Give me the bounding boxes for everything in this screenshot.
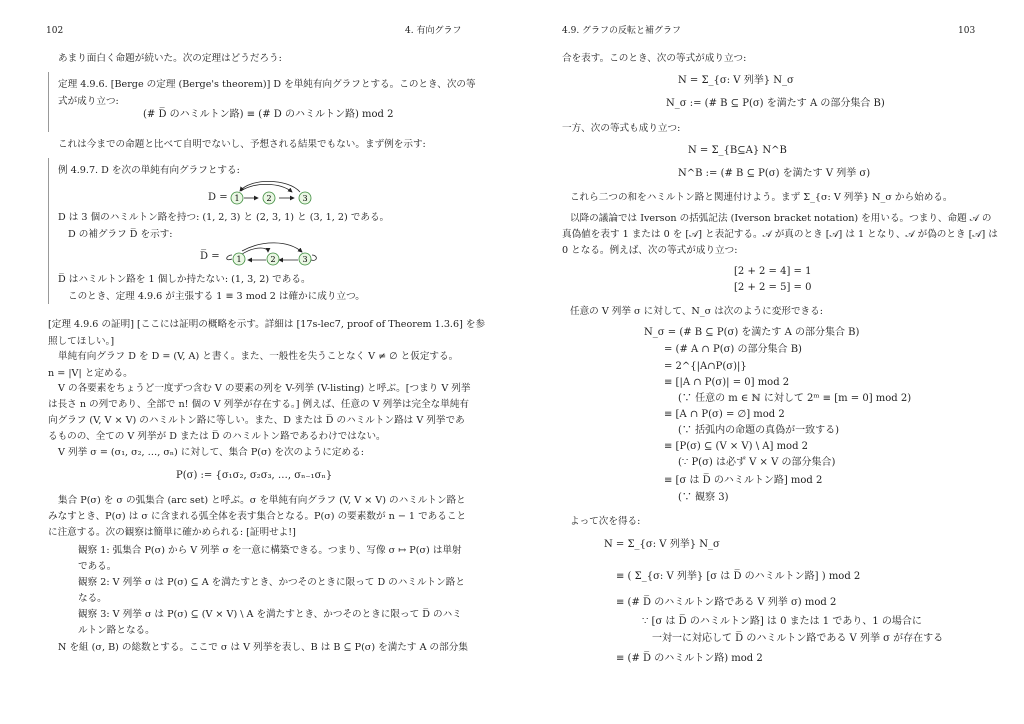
body-line: 真偽値を表す 1 または 0 を [𝒜] と表記する。𝒜 が真のとき [𝒜] は 1 となり、𝒜 が偽のとき [𝒜] は bbox=[562, 229, 998, 240]
calc-reason: (∵ P(σ) は必ず V × V の部分集合) bbox=[678, 457, 836, 468]
proof-line: [定理 4.9.6 の証明] [ここには証明の概略を示す。詳細は [17s-lec7, proof of Theorem 1.3.6] を参 bbox=[48, 319, 486, 330]
body-line: 任意の V 列挙 σ に対して、N_σ は次のように変形できる: bbox=[570, 306, 823, 317]
calc-line: = (# A ∩ P(σ) の部分集合 B) bbox=[664, 344, 802, 355]
example-title: 例 4.9.7. D を次の単純有向グラフとする: bbox=[58, 165, 240, 176]
proof-paragraph-line: V 列挙 σ = (σ₁, σ₂, …, σₙ) に対して、集合 P(σ) を次のように定める: bbox=[58, 447, 364, 458]
page-number: 102 bbox=[46, 26, 64, 36]
calc-line: ≡ (# D̅ のハミルトン路である V 列挙 σ) mod 2 bbox=[616, 597, 837, 608]
graph-d bbox=[228, 180, 318, 212]
running-head: 4.9. グラフの反転と補グラフ bbox=[562, 26, 682, 36]
calc-line: ≡ [σ は D̅ のハミルトン路] mod 2 bbox=[664, 475, 823, 486]
example-line: D の補グラフ D̅ を示す: bbox=[68, 229, 173, 240]
calc-line: N = Σ_{σ: V 列挙} N_σ bbox=[604, 539, 720, 550]
calc-line: ≡ (# D̅ のハミルトン路) mod 2 bbox=[616, 653, 763, 664]
body-line: これら二つの和をハミルトン路と関連付けよう。まず Σ_{σ: V 列挙} N_σ から始める。 bbox=[570, 192, 953, 203]
calc-line: ≡ [P(σ) ⊆ (V × V) \ A] mod 2 bbox=[664, 441, 809, 452]
calc-reason: (∵ 括弧内の命題の真偽が一致する) bbox=[678, 425, 839, 436]
calc-line: N_σ = (# B ⊆ P(σ) を満たす A の部分集合 B) bbox=[644, 327, 860, 338]
running-head: 4. 有向グラフ bbox=[405, 26, 462, 36]
graph-dbar-label: D̅ = bbox=[200, 251, 220, 262]
equation: N_σ := (# B ⊆ P(σ) を満たす A の部分集合 B) bbox=[666, 98, 885, 109]
theorem-formula: (# D̅ のハミルトン路) ≡ (# D のハミルトン路) mod 2 bbox=[143, 109, 394, 120]
equation: N = Σ_{σ: V 列挙} N_σ bbox=[678, 75, 794, 86]
theorem-bar bbox=[48, 72, 49, 132]
edge-1-3 bbox=[242, 243, 302, 252]
calc-line: ≡ ( Σ_{σ: V 列挙} [σ は D̅ のハミルトン路] ) mod 2 bbox=[616, 571, 861, 582]
proof-paragraph-line: は長さ n の列であり、全部で n! 個の V 列挙が存在する。] 例えば、任意の V 列挙は完全な単純有 bbox=[48, 399, 470, 410]
node-label: 1 bbox=[234, 194, 240, 203]
observation-line: なる。 bbox=[78, 593, 107, 604]
calc-reason: (∵ 任意の m ∈ ℕ に対して 2ᵐ ≡ [m = 0] mod 2) bbox=[678, 393, 912, 404]
proof-paragraph-line: 単純有向グラフ D を D = (V, A) と書く。また、一般性を失うことなく V ≠ ∅ と仮定する。 bbox=[58, 351, 459, 362]
node-label: 1 bbox=[236, 255, 242, 264]
observation-line: である。 bbox=[78, 561, 117, 572]
proof-paragraph-line: N を組 (σ, B) の総数とする。ここで σ は V 列挙を表し、B は B ⊆ P(σ) を満たす A の部分集 bbox=[58, 642, 468, 653]
edge-1-3 bbox=[241, 184, 292, 192]
calc-line: ≡ [|A ∩ P(σ)| = 0] mod 2 bbox=[664, 377, 790, 388]
body-line: 以降の議論では Iverson の括弧記法 (Iverson bracket notation) を用いる。つまり、命題 𝒜 の bbox=[570, 213, 992, 224]
observation-line: 観察 3: V 列挙 σ は P(σ) ⊆ (V × V) \ A を満たすとき、かつそのときに限って D̅ のハミ bbox=[78, 609, 462, 620]
body-line: 0 となる。例えば、次の等式が成り立つ: bbox=[562, 245, 738, 256]
theorem-line: 定理 4.9.6. [Berge の定理 (Berge's theorem)] D を単純有向グラフとする。このとき、次の等 bbox=[58, 79, 476, 90]
intro-text: あまり面白く命題が続いた。次の定理はどうだろう: bbox=[58, 53, 282, 64]
right-page bbox=[512, 0, 1024, 724]
observation-line: ルトン路となる。 bbox=[78, 625, 155, 636]
body-line: 一方、次の等式も成り立つ: bbox=[562, 123, 681, 134]
page-number: 103 bbox=[958, 26, 976, 36]
graph-dbar bbox=[222, 240, 322, 270]
proof-line: 照してほしい。] bbox=[48, 336, 115, 347]
observation-line: 観察 2: V 列挙 σ は P(σ) ⊆ A を満たすとき、かつそのときに限って D のハミルトン路と bbox=[78, 577, 465, 588]
body-line: よって次を得る: bbox=[570, 516, 641, 527]
calc-line: ≡ [A ∩ P(σ) = ∅] mod 2 bbox=[664, 409, 785, 420]
calc-reason: (∵ 観察 3) bbox=[678, 492, 729, 503]
equation: N = Σ_{B⊆A} N^B bbox=[688, 145, 787, 156]
body-line: 合を表す。このとき、次の等式が成り立つ: bbox=[562, 53, 747, 64]
calc-line: = 2^{|A∩P(σ)|} bbox=[664, 361, 747, 372]
node-label: 2 bbox=[270, 255, 276, 264]
p-sigma-definition: P(σ) := {σ₁σ₂, σ₂σ₃, …, σₙ₋₁σₙ} bbox=[176, 470, 333, 481]
iverson-example: [2 + 2 = 5] = 0 bbox=[734, 282, 812, 293]
iverson-example: [2 + 2 = 4] = 1 bbox=[734, 266, 812, 277]
edge-loop bbox=[227, 255, 232, 260]
proof-paragraph-line: 向グラフ (V, V × V) のハミルトン路に等しい。また、D または D̅ のハミルトン路は V 列挙であ bbox=[48, 415, 465, 426]
graph-d-label: D = bbox=[208, 192, 228, 203]
theorem-line: 式が成り立つ: bbox=[58, 96, 119, 107]
equation: N^B := (# B ⊆ P(σ) を満たす V 列挙 σ) bbox=[678, 168, 871, 179]
example-line: D̅ はハミルトン路を 1 個しか持たない: (1, 3, 2) である。 bbox=[58, 274, 311, 285]
proof-paragraph-line: 集合 P(σ) を σ の弧集合 (arc set) と呼ぶ。σ を単純有向グラフ (V, V × V) のハミルトン路と bbox=[58, 495, 466, 506]
node-label: 3 bbox=[302, 255, 308, 264]
observation-line: 観察 1: 弧集合 P(σ) から V 列挙 σ を一意に構築できる。つまり、写像 σ ↦ P(σ) は単射 bbox=[78, 545, 462, 556]
example-line: このとき、定理 4.9.6 が主張する 1 ≡ 3 mod 2 は確かに成り立つ。 bbox=[68, 291, 365, 302]
edge-loop bbox=[311, 255, 316, 260]
calc-reason: 一対一に対応して D̅ のハミルトン路である V 列挙 σ が存在する bbox=[652, 633, 944, 644]
proof-paragraph-line: に注意する。次の観察は簡単に確かめられる: [証明せよ!] bbox=[48, 527, 296, 538]
remark-text: これは今までの命題と比べて自明でないし、予想される結果でもない。まず例を示す: bbox=[58, 139, 426, 150]
proof-paragraph-line: n = |V| と定める。 bbox=[48, 368, 133, 379]
proof-paragraph-line: みなすとき、P(σ) は σ に含まれる弧全体を表す集合となる。P(σ) の要素数が n − 1 であること bbox=[48, 511, 467, 522]
proof-paragraph-line: るものの、全ての V 列挙が D または D̅ のハミルトン路であるわけではない。 bbox=[48, 431, 386, 442]
calc-reason: ∵ [σ は D̅ のハミルトン路] は 0 または 1 であり、1 の場合に bbox=[642, 616, 922, 627]
node-label: 2 bbox=[266, 194, 272, 203]
proof-paragraph-line: V の各要素をちょうど一度ずつ含む V の要素の列を V-列挙 (V-listing) と呼ぶ。[つまり V 列挙 bbox=[58, 383, 471, 394]
node-label: 3 bbox=[302, 194, 308, 203]
example-line: D は 3 個のハミルトン路を持つ: (1, 2, 3) と (2, 3, 1) と (3, 1, 2) である。 bbox=[58, 212, 390, 223]
example-bar bbox=[48, 158, 49, 304]
